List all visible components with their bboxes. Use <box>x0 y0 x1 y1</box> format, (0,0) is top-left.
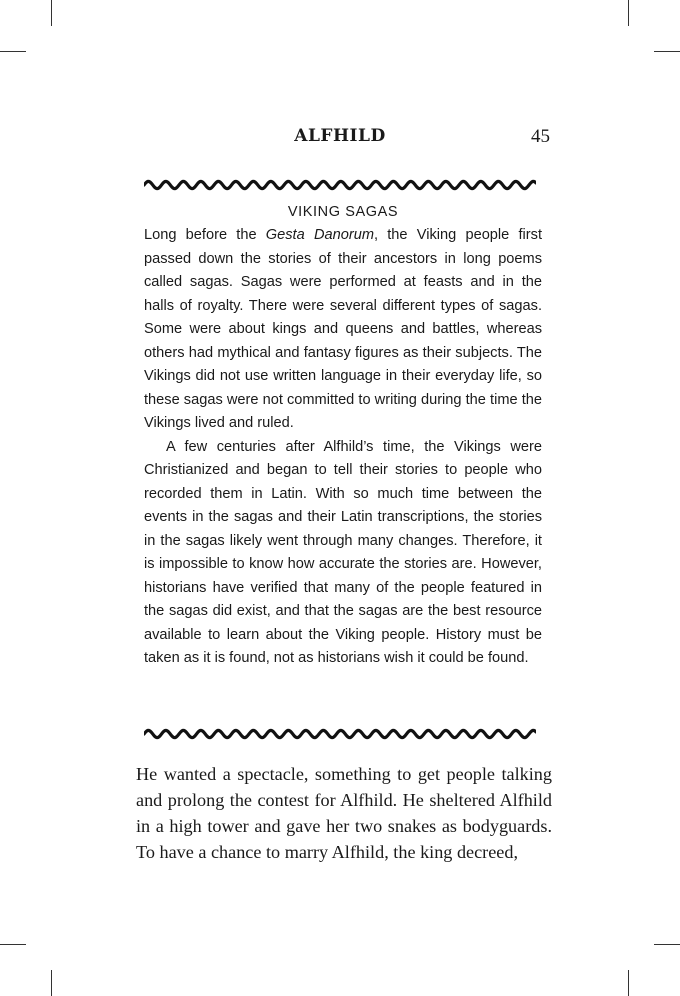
crop-mark-top-left <box>51 0 52 26</box>
crop-mark-bottom-left <box>51 970 52 996</box>
sidebar-paragraph-1-rest: , the Viking people first passed down the stories of their ancestors in long poems called sagas. Sagas were performed at feasts and in the halls of royalty. There were several different types of sagas. Some were about kings and queens and battles, whereas others had mythical and fantasy figures as their subjects. The Vikings did not use written language in their everyday life, so these sagas were not committed to writing during the time the Vikings lived and ruled. <box>144 227 543 431</box>
wave-line <box>144 730 536 737</box>
sidebar-box <box>144 198 542 671</box>
running-head <box>0 126 680 150</box>
sidebar-paragraph-2: A few centuries after Alfhild’s time, the Vikings were Christianized and began to tell their stories to people who recorded them in Latin. With so much time between the events in the sagas and their Latin transcriptions, the stories in the sagas likely went through many changes. Therefore, it is impossible to know how accurate the stories are. However, historians have verified that many of the people featured in the sagas did exist, and that the sagas are the best resource available to learn about the Viking people. History must be taken as it is found, not as historians wish it could be found. <box>144 438 542 666</box>
wave-divider-top-icon <box>144 178 536 192</box>
crop-mark-bottom-right-h <box>654 944 680 945</box>
sidebar-heading: VIKING SAGAS <box>287 204 399 220</box>
crop-mark-top-left-h <box>0 51 26 52</box>
chapter-title: ALFHILD <box>294 126 386 146</box>
gesta-danorum-title: Gesta Danorum <box>265 227 374 243</box>
crop-mark-bottom-right <box>628 970 629 996</box>
sidebar-paragraph-1-start: Long before the <box>144 227 266 243</box>
crop-mark-top-right-h <box>654 51 680 52</box>
crop-mark-bottom-left-h <box>0 944 26 945</box>
wave-divider-bottom-icon <box>144 727 536 741</box>
sidebar-paragraph-1 <box>144 224 542 436</box>
crop-mark-top-right <box>628 0 629 26</box>
wave-line <box>144 181 536 188</box>
page-number: 45 <box>531 126 550 147</box>
body-paragraph: He wanted a spectacle, something to get people talking and prolong the contest for Alfhild. He sheltered Alfhild in a high tower and gave her two snakes as bodyguards. To have a chance to marry Alfhild, the king decreed, <box>136 764 552 862</box>
